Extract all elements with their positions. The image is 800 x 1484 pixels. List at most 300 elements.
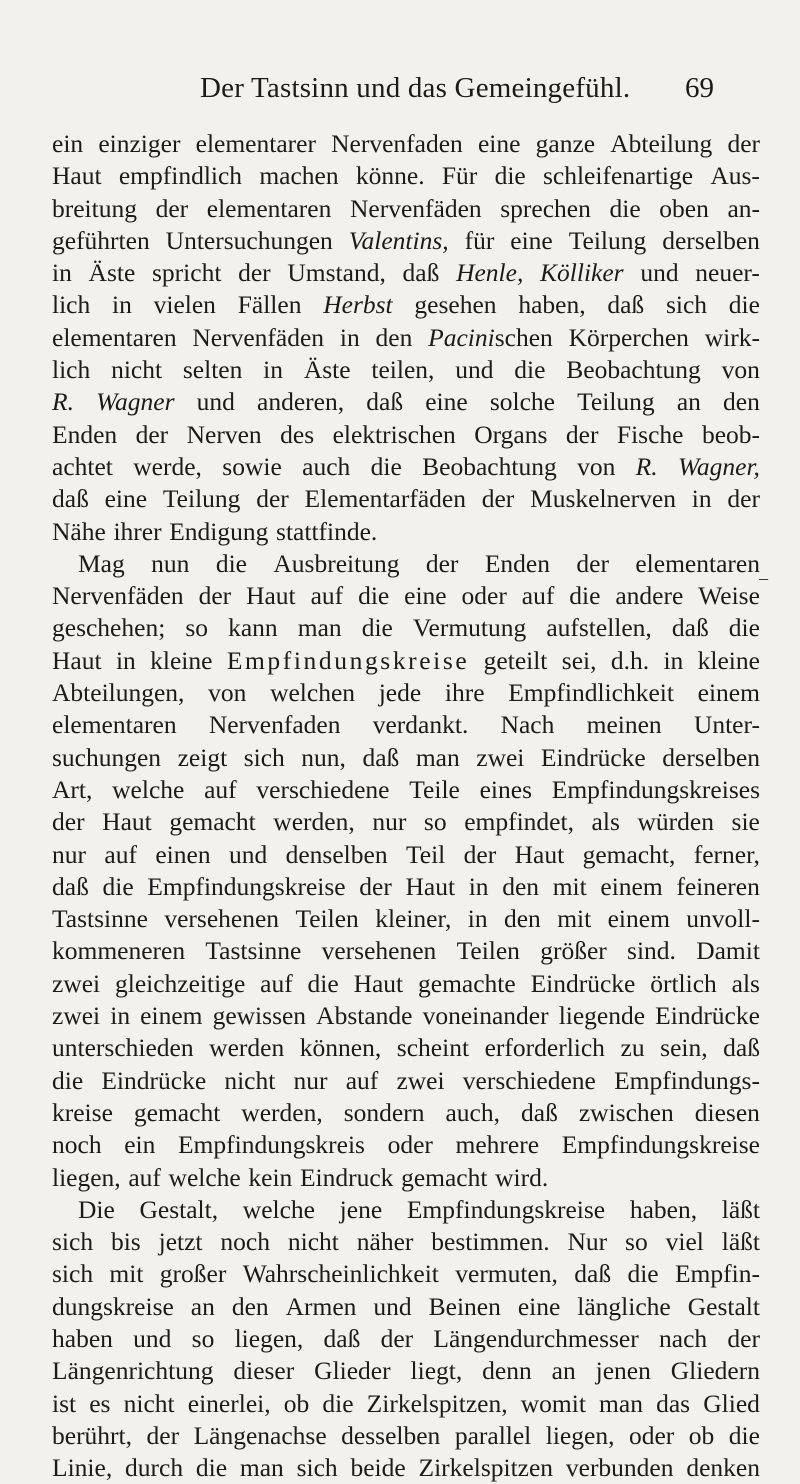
word: welche xyxy=(242,1194,315,1224)
word: Aus- xyxy=(710,161,760,191)
word: eine xyxy=(404,581,447,611)
word: mit xyxy=(552,871,587,901)
text-line xyxy=(52,1162,760,1194)
word: sich xyxy=(243,742,285,772)
word: nicht xyxy=(224,1065,276,1095)
word: zeigt xyxy=(177,742,228,772)
word: sowie xyxy=(222,451,282,481)
word: Eindrücke xyxy=(540,742,646,772)
word: Armen xyxy=(285,1291,357,1321)
word: der xyxy=(727,484,760,514)
word: Empfindungskreise xyxy=(561,1130,760,1160)
word: und xyxy=(133,1323,172,1353)
word: als xyxy=(731,968,760,998)
word: haben, xyxy=(518,290,586,320)
word: nicht xyxy=(287,1227,339,1257)
word: des xyxy=(280,419,315,449)
text-line xyxy=(52,645,760,677)
word: an- xyxy=(727,193,760,223)
word: in xyxy=(663,645,684,675)
word: parallel xyxy=(454,1420,532,1450)
word: elementarer xyxy=(195,129,316,158)
word: liegende xyxy=(558,1001,646,1031)
word: Enden xyxy=(484,548,550,578)
word: Organs xyxy=(474,419,548,449)
word: Nervenfäden xyxy=(349,193,482,223)
word: das xyxy=(656,1388,691,1418)
word: der xyxy=(359,871,392,901)
word: Nervenfäden xyxy=(52,581,184,611)
word: Haut xyxy=(102,807,152,837)
word: gemacht xyxy=(133,1097,221,1127)
word: oben xyxy=(659,193,709,223)
word: und xyxy=(228,839,268,869)
word: den xyxy=(723,387,760,417)
word: denselben xyxy=(285,839,388,869)
text-line xyxy=(52,839,760,871)
word: sich xyxy=(296,1453,338,1483)
word: es xyxy=(89,1388,111,1418)
text-line xyxy=(52,709,760,741)
word: Wagner xyxy=(96,387,175,417)
word: gleichzeitige xyxy=(115,968,246,998)
word: örtlich xyxy=(650,968,717,998)
word: achtet xyxy=(52,451,113,481)
word: geteilt xyxy=(483,645,548,675)
word: d.h. xyxy=(610,645,650,675)
word: der xyxy=(146,1420,180,1450)
word: kein xyxy=(248,1162,293,1192)
word: liegen, xyxy=(52,1162,121,1192)
text-line xyxy=(52,1032,760,1064)
word: Abteilung xyxy=(610,129,713,158)
word: derselben xyxy=(662,742,760,772)
text-line xyxy=(52,935,760,967)
word: Ausbreitung xyxy=(273,548,400,578)
word: ein xyxy=(124,1130,156,1160)
word: gemacht xyxy=(401,1162,488,1192)
word: noch xyxy=(220,1227,270,1257)
text-line xyxy=(52,1258,760,1290)
word: der xyxy=(727,129,760,158)
word: Glieder xyxy=(314,1356,391,1386)
word: und xyxy=(640,258,679,288)
word: der xyxy=(380,1323,414,1353)
text-line xyxy=(52,451,760,483)
word: Glied xyxy=(703,1388,760,1418)
body-text xyxy=(52,128,760,1484)
word: an xyxy=(551,1356,576,1386)
word: von xyxy=(577,451,616,481)
word: eine xyxy=(477,129,521,158)
word: viel xyxy=(665,1227,704,1257)
word: nun xyxy=(151,548,190,578)
word: gemachte xyxy=(418,968,516,998)
word: auf xyxy=(310,581,344,611)
word: Eindrücke xyxy=(530,968,636,998)
word: auch xyxy=(302,451,351,481)
word: bis xyxy=(110,1227,141,1257)
word: eine xyxy=(425,387,468,417)
word: die xyxy=(361,613,393,643)
word: verschiedene xyxy=(256,774,390,804)
word: oder xyxy=(628,1420,675,1450)
word: jede xyxy=(378,678,422,708)
word: durch xyxy=(125,1453,184,1483)
word: kleine xyxy=(150,645,213,675)
word: an xyxy=(676,387,701,417)
word: versehenen xyxy=(164,904,280,934)
word: solche xyxy=(489,387,555,417)
word: Längenrichtung xyxy=(52,1356,214,1386)
word: geschehen; xyxy=(52,613,166,643)
word: beob- xyxy=(701,419,760,449)
word: einem xyxy=(140,1001,203,1031)
word-suffix: schen xyxy=(494,322,553,352)
word: Haut xyxy=(514,839,565,869)
word: als xyxy=(591,807,620,837)
word: Tastsinne xyxy=(205,936,302,966)
word: mit xyxy=(557,904,592,934)
word: von xyxy=(208,678,247,708)
word: der xyxy=(238,258,271,288)
word: spricht xyxy=(152,258,222,288)
word: Empfindungskreise xyxy=(226,645,470,675)
text-line xyxy=(52,1291,760,1323)
word: Längendurchmesser xyxy=(433,1323,639,1353)
word: Abteilungen, xyxy=(52,678,185,708)
word: zwei xyxy=(52,968,101,998)
word: Zirkelspitzen xyxy=(418,1453,554,1483)
word: Teilung xyxy=(577,387,655,417)
word: die xyxy=(728,613,760,643)
word: jenen xyxy=(595,1356,651,1386)
word: die xyxy=(609,193,641,223)
word: einem xyxy=(600,871,663,901)
word: der xyxy=(198,581,232,611)
word: sprechen xyxy=(500,193,591,223)
word: sie xyxy=(731,807,760,837)
word: und xyxy=(455,355,494,385)
word: Gestalt xyxy=(687,1291,760,1321)
word: Elementarfäden xyxy=(304,484,466,514)
word: teilen, xyxy=(371,355,435,385)
word: Teil xyxy=(405,839,446,869)
word: auch, xyxy=(445,1097,500,1127)
word: Abstande xyxy=(316,1001,413,1031)
word: die xyxy=(102,871,134,901)
word: Muskelnerven xyxy=(530,484,676,514)
word: elementaren xyxy=(52,710,177,740)
word: welche xyxy=(168,1162,241,1192)
word: kleiner, xyxy=(375,904,452,934)
text-line xyxy=(52,386,760,418)
word: Nur xyxy=(567,1227,608,1257)
word: der xyxy=(155,193,189,223)
word: kreise xyxy=(52,1097,113,1127)
word: empfindet, xyxy=(464,807,574,837)
word: mehrere xyxy=(455,1130,540,1160)
word: Nerven xyxy=(186,419,262,449)
text-line xyxy=(52,903,760,935)
word: verbunden xyxy=(565,1453,674,1483)
word: größer xyxy=(540,936,607,966)
word: bestimmen. xyxy=(431,1227,550,1257)
word: oder xyxy=(461,581,507,611)
word: die xyxy=(728,290,760,320)
word: beide xyxy=(350,1453,406,1483)
running-title: Der Tastsinn und das Gemeingefühl. xyxy=(200,72,631,104)
margin-mark: – xyxy=(759,568,768,588)
word: versehenen xyxy=(321,936,437,966)
word: ist xyxy=(52,1388,77,1418)
word: Nervenfaden xyxy=(208,710,341,740)
word: anderen, xyxy=(257,387,345,417)
text-line xyxy=(52,1097,760,1129)
text-line xyxy=(52,774,760,806)
word: auf xyxy=(128,1162,161,1192)
word: daß xyxy=(323,1323,361,1353)
word: Wahrscheinlichkeit xyxy=(242,1259,439,1289)
word: voneinander xyxy=(422,1001,549,1031)
word: Haut xyxy=(405,871,456,901)
word: Haut xyxy=(52,645,102,675)
word: den xyxy=(503,904,541,934)
word: meinen xyxy=(586,710,662,740)
word: Eindruck xyxy=(299,1162,394,1192)
running-header xyxy=(0,72,800,108)
word: wirk- xyxy=(704,322,760,352)
word: eine xyxy=(517,1291,561,1321)
word: so xyxy=(191,1323,215,1353)
word: Damit xyxy=(696,936,760,966)
word: unterschieden xyxy=(52,1033,194,1063)
word: Empfindungskreise xyxy=(406,1194,606,1224)
word: Kölliker xyxy=(540,258,624,288)
word: so xyxy=(185,613,209,643)
word: Untersuchungen xyxy=(165,225,333,255)
word: nun, xyxy=(301,742,346,772)
text-line xyxy=(52,1129,760,1161)
text-line xyxy=(52,257,760,289)
word: liegen, xyxy=(234,1323,304,1353)
word: die xyxy=(322,1388,354,1418)
word: Mag xyxy=(78,548,125,578)
word: Körperchen xyxy=(568,322,689,352)
word: elementaren xyxy=(635,548,760,578)
word: der xyxy=(135,419,169,449)
word: daß xyxy=(671,613,709,643)
word: in xyxy=(691,484,712,514)
text-line xyxy=(52,580,760,612)
word: in xyxy=(115,645,136,675)
word: Teile xyxy=(409,774,460,804)
word: sich xyxy=(52,1259,94,1289)
word: desselben xyxy=(341,1420,441,1450)
word: in xyxy=(52,258,72,288)
text-line xyxy=(52,1388,760,1420)
word: wird. xyxy=(495,1162,549,1192)
word: dieser xyxy=(233,1356,295,1386)
word: welchen xyxy=(270,678,356,708)
word: daß xyxy=(521,1097,558,1127)
word: man xyxy=(297,613,342,643)
word: läßt xyxy=(721,1194,760,1224)
text-line xyxy=(52,1065,760,1097)
word: Teilen xyxy=(456,936,520,966)
word: lich xyxy=(52,355,91,385)
word: haben, xyxy=(629,1194,698,1224)
word: einem xyxy=(607,904,670,934)
word: kleine xyxy=(697,645,760,675)
word: der xyxy=(727,1323,760,1353)
text-line xyxy=(52,677,760,709)
word: haben xyxy=(52,1323,113,1353)
text-line xyxy=(52,160,760,192)
word: daß xyxy=(362,742,400,772)
word: Herbst xyxy=(323,290,393,320)
word: nur xyxy=(372,807,407,837)
word: denken xyxy=(686,1453,760,1483)
word: Teilen xyxy=(295,904,359,934)
word: zu xyxy=(620,1033,645,1063)
word: scheint xyxy=(396,1033,470,1063)
text-line xyxy=(52,419,760,451)
word: Art, xyxy=(52,774,93,804)
word: daß xyxy=(366,387,404,417)
text-line xyxy=(52,193,760,225)
word: die xyxy=(307,968,339,998)
word: die xyxy=(370,451,402,481)
word: Empfindungskreise xyxy=(147,871,346,901)
text-line xyxy=(52,1323,760,1355)
word: ob xyxy=(283,1388,310,1418)
word: Beobachtung xyxy=(422,451,557,481)
word: erforderlich xyxy=(484,1033,605,1063)
word: zwei xyxy=(476,742,525,772)
word: geführten xyxy=(52,225,150,255)
word: auf xyxy=(345,1065,379,1095)
word: auf xyxy=(521,581,555,611)
word: der xyxy=(463,839,497,869)
word: die xyxy=(494,161,526,191)
word: auf xyxy=(104,839,137,869)
word: berührt, xyxy=(52,1420,133,1450)
word: nur xyxy=(293,1065,328,1095)
word: Gliedern xyxy=(670,1356,760,1386)
word: denn xyxy=(482,1356,532,1386)
word: Pacinischen xyxy=(428,322,553,352)
word: suchungen xyxy=(52,742,162,772)
text-line xyxy=(52,968,760,1000)
word: und xyxy=(373,1291,412,1321)
word: Teilung xyxy=(162,484,241,514)
word: Beobachtung xyxy=(566,355,701,385)
word: aufstellen, xyxy=(546,613,652,643)
word: so xyxy=(625,1227,648,1257)
word: werden, xyxy=(273,807,355,837)
word: den xyxy=(502,871,540,901)
word: die xyxy=(195,1453,228,1483)
text-line xyxy=(52,225,760,257)
word: der xyxy=(481,484,515,514)
word: von xyxy=(721,355,760,385)
word: in xyxy=(339,322,360,352)
word: ein xyxy=(52,129,84,158)
word: läßt xyxy=(721,1227,760,1257)
word: die xyxy=(627,1259,659,1289)
word: zwei xyxy=(52,1001,101,1031)
word: werde, xyxy=(133,451,202,481)
word: der xyxy=(576,548,609,578)
word: daß xyxy=(723,1033,760,1063)
word: in xyxy=(468,871,489,901)
page-number: 69 xyxy=(685,72,714,104)
word: Nervenfaden xyxy=(331,129,463,158)
word: noch xyxy=(52,1130,102,1160)
word: und xyxy=(196,387,235,417)
word: daß xyxy=(52,871,89,901)
word: vielen xyxy=(153,290,216,320)
word: Weise xyxy=(698,581,760,611)
word: mit xyxy=(109,1259,144,1289)
word: oder xyxy=(387,1130,433,1160)
text-line xyxy=(52,128,760,160)
word: großer xyxy=(159,1259,227,1289)
word: Empfindlichkeit xyxy=(508,678,674,708)
word: lich xyxy=(52,290,91,320)
word: die xyxy=(569,581,601,611)
word: Längenachse xyxy=(193,1420,327,1450)
word: einem xyxy=(697,678,760,708)
word: Endigung xyxy=(169,516,269,546)
word: unvoll- xyxy=(686,904,760,934)
word: Haut xyxy=(353,968,404,998)
word: Äste xyxy=(88,258,136,288)
text-line xyxy=(52,289,760,321)
word: können, xyxy=(299,1033,382,1063)
word: eine xyxy=(104,484,148,514)
word: selten xyxy=(182,355,243,385)
word: liegt, xyxy=(410,1356,463,1386)
word: gewissen xyxy=(212,1001,307,1031)
word: neuer- xyxy=(695,258,760,288)
text-line xyxy=(52,871,760,903)
word: sich xyxy=(52,1227,94,1257)
word: Linie, xyxy=(52,1453,113,1483)
text-line xyxy=(52,1420,760,1452)
word: R. xyxy=(635,451,658,481)
word: Nähe xyxy=(52,516,106,546)
word: Nach xyxy=(500,710,555,740)
word: Wagner, xyxy=(677,451,760,481)
word: Unter- xyxy=(693,710,760,740)
word: jene xyxy=(339,1194,383,1224)
word: Empfindungs- xyxy=(614,1065,760,1095)
text-line xyxy=(52,322,760,354)
word: daß xyxy=(52,484,89,514)
word: einen xyxy=(155,839,211,869)
word: werden xyxy=(209,1033,285,1063)
word: ganze xyxy=(535,129,596,158)
word: empfindlich xyxy=(118,161,243,191)
word: gemacht xyxy=(169,807,256,837)
word: die xyxy=(728,1420,760,1450)
word: in xyxy=(263,355,284,385)
word: jetzt xyxy=(158,1227,203,1257)
word: würden xyxy=(637,807,714,837)
word: eines xyxy=(479,774,533,804)
